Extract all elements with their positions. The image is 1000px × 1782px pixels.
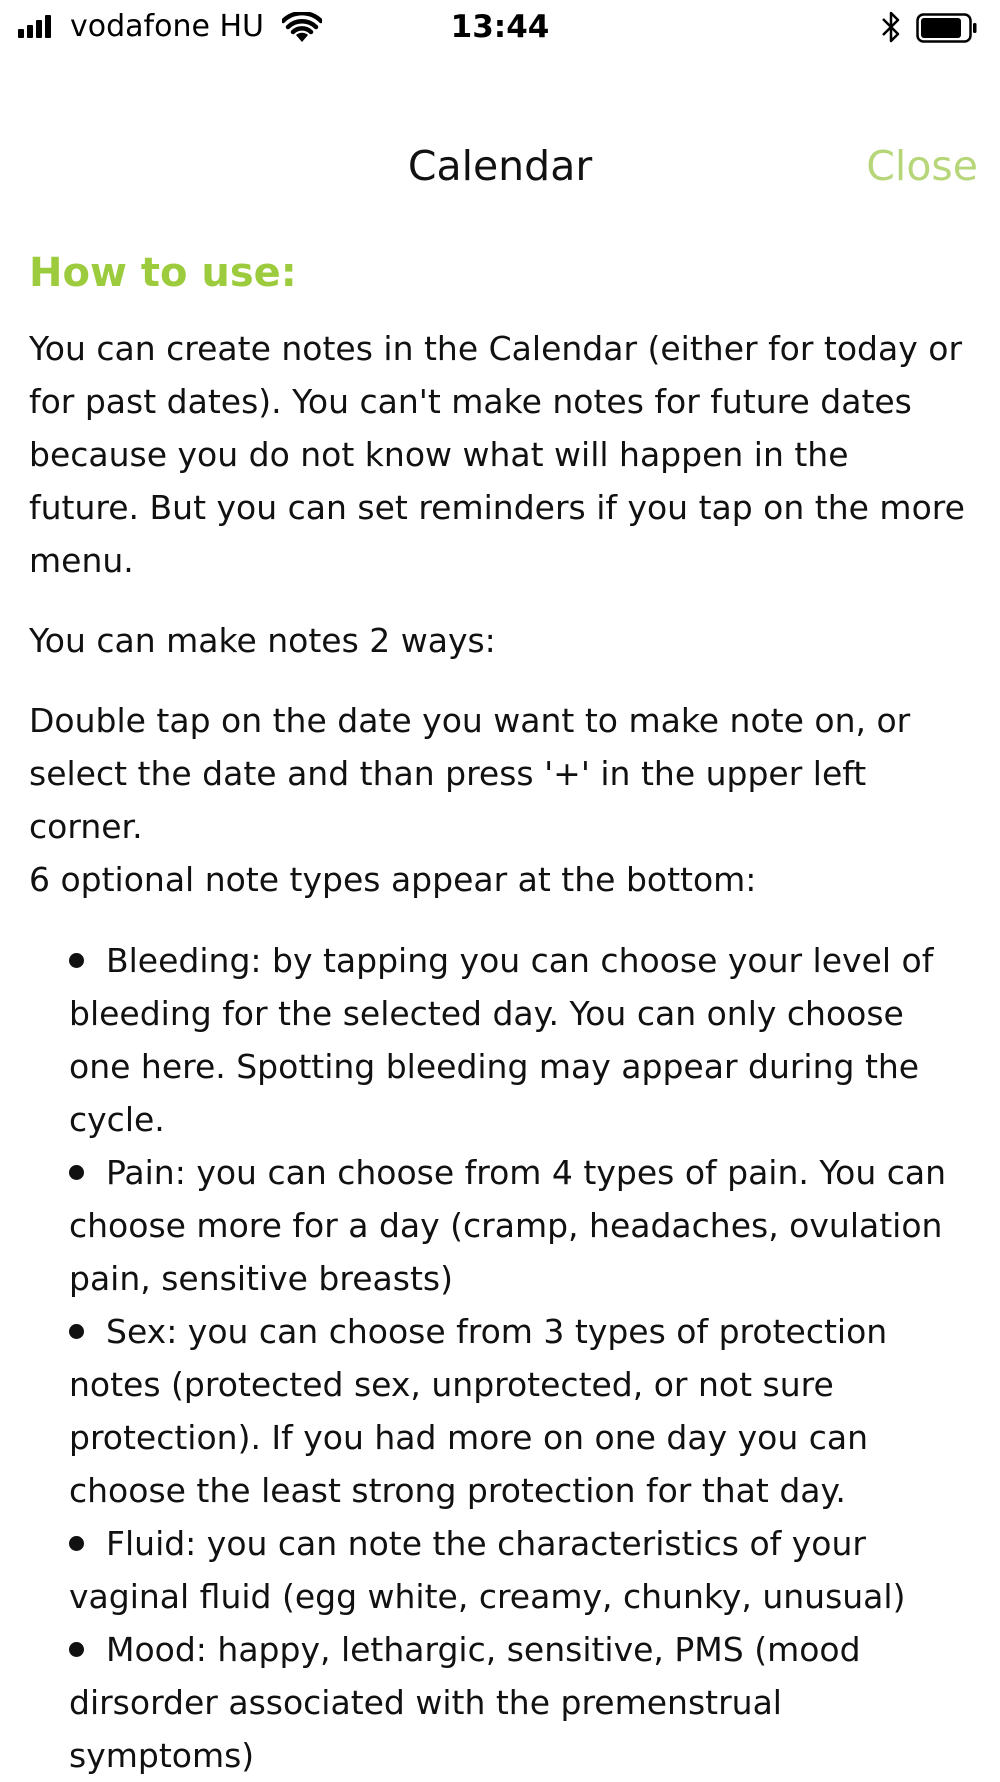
list-item-mood <box>69 1623 969 1782</box>
status-bar <box>0 0 1000 56</box>
bullet-icon <box>69 1536 84 1551</box>
list-item-text: Mood: happy, lethargic, sensitive, PMS (mood dirsorder associated with the premenstrual symptoms) <box>69 1630 861 1775</box>
bullet-icon <box>69 1324 84 1339</box>
list-item-text: Fluid: you can note the characteristics of your vaginal fluid (egg white, creamy, chunky, unusual) <box>69 1524 906 1616</box>
section-heading: How to use: <box>29 250 297 296</box>
note-types-paragraph: 6 optional note types appear at the bottom: <box>29 860 757 899</box>
bluetooth-icon <box>880 10 902 44</box>
intro-paragraph: You can create notes in the Calendar (either for today or for past dates). You can't make notes for future dates because you do not know what will happen in the future. But you can set reminders if you tap on the more menu. <box>29 329 965 580</box>
bullet-icon <box>69 1642 84 1657</box>
help-content <box>29 248 969 1782</box>
carrier-name: vodafone HU <box>70 9 264 44</box>
list-item-pain <box>69 1146 969 1305</box>
list-item-text: Pain: you can choose from 4 types of pain. You can choose more for a day (cramp, headaches, ovulation pain, sensitive breasts) <box>69 1153 947 1298</box>
bullet-icon <box>69 953 84 968</box>
list-item-text: Bleeding: by tapping you can choose your level of bleeding for the selected day. You can only choose one here. Spotting bleeding may appear during the cycle. <box>69 941 934 1139</box>
list-item-fluid <box>69 1517 969 1623</box>
double-tap-paragraph: Double tap on the date you want to make note on, or select the date and than press '+' in the upper left corner. <box>29 701 911 846</box>
status-time: 13:44 <box>450 9 550 45</box>
bullet-icon <box>69 1165 84 1180</box>
ways-paragraph: You can make notes 2 ways: <box>29 621 496 660</box>
battery-icon <box>916 13 978 43</box>
note-types-list <box>29 934 969 1782</box>
page-title: Calendar <box>407 142 593 190</box>
list-item-sex <box>69 1305 969 1517</box>
list-item-bleeding <box>69 934 969 1146</box>
close-button[interactable]: Close <box>866 142 978 190</box>
list-item-text: Sex: you can choose from 3 types of protection notes (protected sex, unprotected, or not sure protection). If you had more on one day you can choose the least strong protection for that day. <box>69 1312 888 1510</box>
